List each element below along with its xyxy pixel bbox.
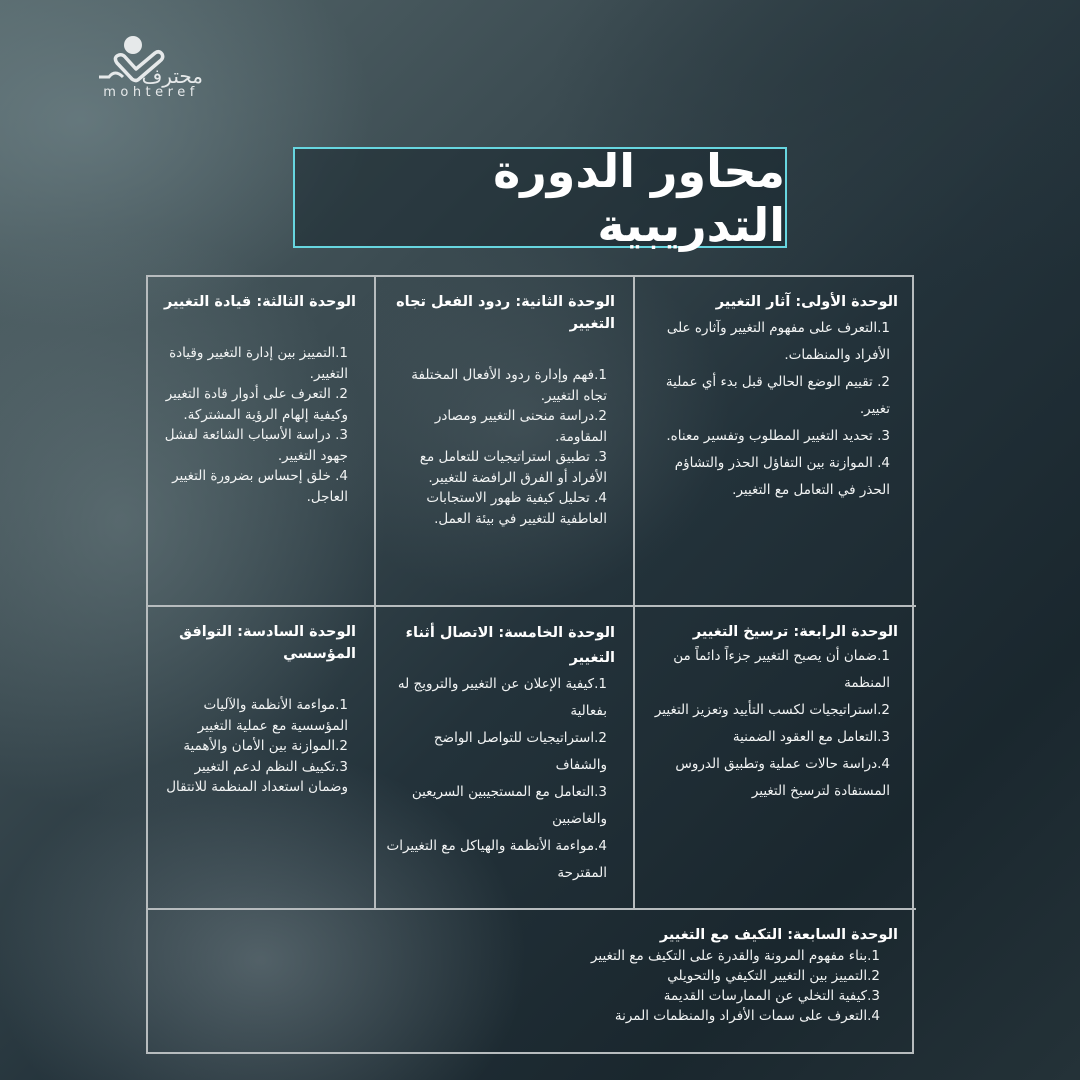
- list-item: 3. تحديد التغيير المطلوب وتفسير معناه.: [666, 428, 890, 444]
- list-item: 2.دراسة منحنى التغيير ومصادر المقاومة.: [434, 408, 607, 445]
- list-item: 1.فهم وإدارة ردود الأفعال المختلفة تجاه التغيير.: [411, 367, 607, 404]
- list-item: 3.كيفية التخلي عن الممارسات القديمة: [663, 988, 880, 1004]
- list-item: 4. خلق إحساس بضرورة التغيير العاجل.: [172, 468, 348, 505]
- list-item: 3.تكييف النظم لدعم التغيير وضمان استعداد المنظمة للانتقال: [166, 758, 348, 795]
- list-item: 1.ضمان أن يصبح التغيير جزءاً دائماً من المنظمة: [673, 648, 890, 691]
- logo-wordmark: mohteref: [103, 85, 199, 100]
- list-item: 2. التعرف على أدوار قادة التغيير وكيفية إلهام الرؤية المشتركة.: [165, 386, 348, 423]
- unit-5-list: [386, 671, 615, 887]
- list-item: 2. تقييم الوضع الحالي قبل بدء أي عملية تغيير.: [665, 374, 890, 417]
- list-item: 1.كيفية الإعلان عن التغيير والترويج له بفعالية: [397, 676, 607, 719]
- list-item: 1.مواءمة الأنظمة والآليات المؤسسية مع عملية التغيير: [197, 697, 348, 734]
- title-frame: [293, 143, 787, 252]
- list-item: 2.استراتيجيات لكسب التأييد وتعزيز التغيير: [654, 702, 890, 718]
- list-item: 3.التعامل مع المستجيبين السريعين والغاضبين: [411, 784, 607, 827]
- unit-1-list: [645, 315, 898, 504]
- unit-4-title: الوحدة الرابعة: ترسيخ التغيير: [692, 624, 898, 640]
- unit-3-list: [158, 343, 356, 507]
- unit-2-list: [386, 365, 615, 529]
- unit-4-cell: [633, 607, 916, 910]
- unit-3-title: الوحدة الثالثة: قيادة التغيير: [163, 294, 356, 310]
- units-grid: [146, 275, 914, 1054]
- list-item: 3. دراسة الأسباب الشائعة لفشل جهود التغيير.: [164, 427, 348, 464]
- unit-7-cell: [148, 910, 916, 1056]
- list-item: 3. تطبيق استراتيجيات للتعامل مع الأفراد أو الفرق الرافضة للتغيير.: [419, 449, 607, 486]
- unit-1-cell: [633, 277, 916, 607]
- unit-7-list: [158, 946, 898, 1026]
- list-item: 2.استراتيجيات للتواصل الواضح والشفاف: [433, 730, 607, 773]
- unit-2-cell: [374, 277, 633, 607]
- list-item: 4.دراسة حالات عملية وتطبيق الدروس المستفادة لترسيخ التغيير: [675, 756, 890, 799]
- brand-logo: [95, 33, 205, 101]
- list-item: 1.بناء مفهوم المرونة والقدرة على التكيف مع التغيير: [590, 948, 880, 964]
- list-item: 4.التعرف على سمات الأفراد والمنظمات المرنة: [614, 1008, 880, 1024]
- list-item: 2.التمييز بين التغيير التكيفي والتحويلي: [667, 968, 880, 984]
- unit-7-title: الوحدة السابعة: التكيف مع التغيير: [659, 927, 898, 943]
- unit-6-list: [158, 695, 356, 798]
- list-item: 1.التعرف على مفهوم التغيير وآثاره على الأفراد والمنظمات.: [666, 320, 890, 363]
- unit-5-title: الوحدة الخامسة: الاتصال أثناء التغيير: [405, 625, 615, 666]
- list-item: 4.مواءمة الأنظمة والهياكل مع التغييرات المقترحة: [386, 838, 607, 881]
- list-item: 3.التعامل مع العقود الضمنية: [732, 729, 890, 745]
- checkmark-person-logo-icon: [95, 33, 205, 88]
- unit-4-list: [645, 643, 898, 805]
- unit-2-title: الوحدة الثانية: ردود الفعل تجاه التغيير: [396, 294, 615, 332]
- svg-text:محترف: محترف: [141, 64, 203, 88]
- unit-5-cell: [374, 607, 633, 910]
- list-item: 1.التمييز بين إدارة التغيير وقيادة التغيير.: [169, 345, 348, 382]
- page-title: محاور الدورة التدريبية: [493, 143, 785, 252]
- list-item: 2.الموازنة بين الأمان والأهمية: [183, 738, 348, 754]
- unit-6-title: الوحدة السادسة: التوافق المؤسسي: [179, 624, 356, 662]
- unit-1-title: الوحدة الأولى: آثار التغيير: [715, 294, 898, 310]
- list-item: 4. الموازنة بين التفاؤل الحذر والتشاؤم الحذر في التعامل مع التغيير.: [674, 455, 890, 498]
- list-item: 4. تحليل كيفية ظهور الاستجابات العاطفية للتغيير في بيئة العمل.: [426, 490, 607, 527]
- unit-3-cell: [148, 277, 374, 607]
- unit-6-cell: [148, 607, 374, 910]
